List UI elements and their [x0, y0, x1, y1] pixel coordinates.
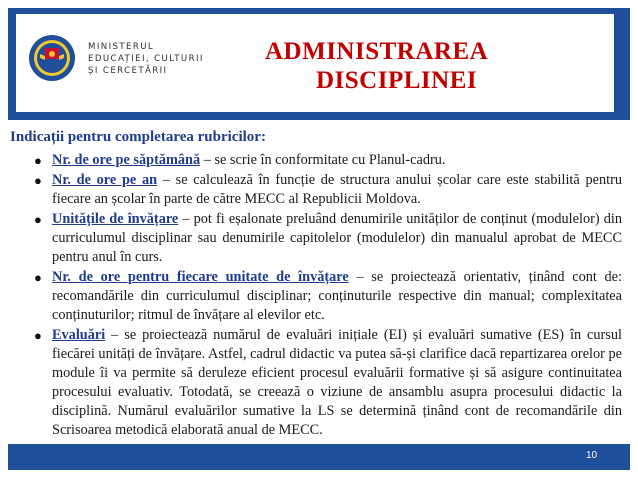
item-text: – se scrie în conformitate cu Planul-cadru. — [200, 152, 446, 168]
slide-title-line-2: DISCIPLINEI — [316, 67, 478, 94]
instructions-heading: Indicații pentru completarea rubricilor: — [10, 129, 266, 145]
item-term: Nr. de ore pentru fiecare unitate de învățare — [52, 269, 349, 285]
item-term: Nr. de ore pe săptămână — [52, 152, 201, 168]
item-text: – se proiectează orientativ, ținând cont de: recomandările din curriculumul disciplinar; conținuturile respective din manual; complexitatea conținuturilor; ritmul de învățare al elevilor etc. — [52, 269, 622, 323]
instruction-list — [10, 151, 628, 440]
item-term: Evaluări — [52, 327, 106, 343]
slide-title-line-1: ADMINISTRAREA — [265, 38, 489, 65]
item-text: – se proiectează numărul de evaluări inițiale (EI) și evaluări sumative (ES) în cursul fiecărei unități de învățare. Astfel, cadrul didactic va putea să-și clarifice dacă repartizarea orelor pe module îi va permite să deruleze eficient procesul evaluării formative și să asigure continuitatea procesului evaluativ. Totodată, se creează o viziune de ansamblu asupra procesului didactic la disciplină. Numărul evaluărilor sumative la LS se determină ținând cont de recomandările din Scrisoarea metodică elaborată anual de MECC. — [52, 327, 622, 438]
list-item — [10, 171, 628, 209]
list-item — [10, 210, 628, 267]
ministry-line-2: EDUCAȚIEI, CULTURII — [88, 54, 204, 64]
list-item — [10, 151, 628, 170]
slide-content — [10, 128, 628, 441]
item-text: – se calculează în funcție de structura anului școlar care este stabilită pentru fiecare an școlar în parte de către MECC al Republicii Moldova. — [52, 172, 622, 207]
list-item — [10, 268, 628, 325]
bullet-dot-icon: ● — [34, 328, 42, 343]
item-text: – pot fi eșalonate preluând denumirile unităților de conținut (modulelor) din curriculumul disciplinar sau denumirile capitolelor (modulelor) din manualul aprobat de MECC pentru anul în curs. — [52, 211, 622, 265]
page-number: 10 — [586, 450, 598, 461]
ministry-name — [88, 41, 204, 77]
bullet-dot-icon: ● — [34, 153, 42, 168]
footer-band — [8, 444, 630, 470]
bullet-dot-icon: ● — [34, 212, 42, 227]
item-term: Nr. de ore pe an — [52, 172, 158, 188]
ministry-line-3: ȘI CERCETĂRII — [88, 66, 168, 76]
bullet-dot-icon: ● — [34, 173, 42, 188]
item-term: Unitățile de învățare — [52, 211, 179, 227]
list-item — [10, 326, 628, 440]
coat-of-arms-emblem-icon — [28, 34, 76, 82]
bullet-dot-icon: ● — [34, 270, 42, 285]
ministry-line-1: MINISTERUL — [88, 42, 155, 52]
